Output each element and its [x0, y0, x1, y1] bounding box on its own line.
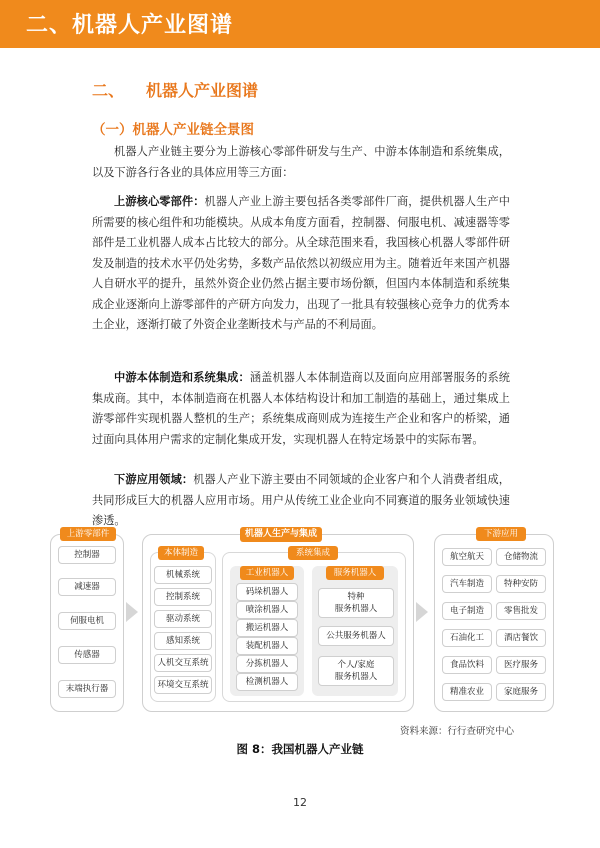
midstream-label: 机器人生产与集成 [240, 527, 322, 542]
subsection-heading: （一）机器人产业链全景图 [92, 122, 254, 138]
service-robot-item: 个人/家庭 服务机器人 [318, 656, 394, 686]
downstream-item: 汽车制造 [442, 575, 492, 593]
section-number: 二、 [92, 81, 125, 100]
upstream-text: 机器人产业上游主要包括各类零部件厂商，提供机器人生产中所需要的核心组件和功能模块。从成本角度方面看，控制器、伺服电机、减速器等零部件是工业机器人成本占比较大的部分。从全球范围来看，我国核心机器人零部件研发及制造的技术水平仍处劣势，多数产品依然以初级应用为主。随着近年来国产机器人自研水平的提升，虽然外资企业仍然占据主要市场份额，但国内本体制造和系统集成企业逐渐向上游零部件的产研方向发力，出现了一批具有较强核心竞争力的优秀本土企业，逐渐打破了外资企业垄断技术与产品的不利局面。 [92, 195, 510, 331]
intro-paragraph: 机器人产业链主要分为上游核心零部件研发与生产、中游本体制造和系统集成，以及下游各行各业的具体应用等三方面： [92, 145, 510, 179]
midstream-text: 涵盖机器人本体制造商以及面向应用部署服务的系统集成商。其中，本体制造商在机器人本体结构设计和加工制造的基础上，通过集成上游零部件实现机器人整机的生产；系统集成商则成为连接生产企业和客户的桥梁，通过面向具体用户需求的定制化集成开发，实现机器人在特定场景中的实际布署。 [92, 371, 510, 446]
arrow-right-icon [416, 602, 428, 622]
downstream-item: 航空航天 [442, 548, 492, 566]
downstream-item: 酒店餐饮 [496, 629, 546, 647]
downstream-item: 石油化工 [442, 629, 492, 647]
body-item: 感知系统 [154, 632, 212, 650]
upstream-item: 控制器 [58, 546, 116, 564]
industrial-robot-label: 工业机器人 [240, 566, 294, 580]
body-manufacturing-label: 本体制造 [158, 546, 204, 560]
section-title: 机器人产业图谱 [146, 81, 259, 100]
downstream-item: 精准农业 [442, 683, 492, 701]
service-robot-label: 服务机器人 [326, 566, 384, 580]
upstream-lead: 上游核心零部件： [114, 195, 205, 208]
body-item: 机械系统 [154, 566, 212, 584]
chapter-title: 二、机器人产业图谱 [26, 13, 234, 38]
industrial-robot-item: 码垛机器人 [236, 583, 298, 601]
downstream-item: 仓储物流 [496, 548, 546, 566]
industry-chain-diagram [50, 522, 555, 717]
industrial-robot-item: 搬运机器人 [236, 619, 298, 637]
page-number: 12 [293, 796, 307, 809]
upstream-item: 末端执行器 [58, 680, 116, 698]
body-item: 人机交互系统 [154, 654, 212, 672]
upstream-item: 伺服电机 [58, 612, 116, 630]
downstream-item: 零售批发 [496, 602, 546, 620]
figure-source: 资料来源：行行查研究中心 [400, 726, 515, 737]
upstream-paragraph [92, 192, 510, 336]
section-heading [92, 78, 258, 101]
chapter-banner [0, 0, 600, 48]
industrial-robot-item: 装配机器人 [236, 637, 298, 655]
downstream-item: 电子制造 [442, 602, 492, 620]
downstream-item: 医疗服务 [496, 656, 546, 674]
service-robot-item: 特种 服务机器人 [318, 588, 394, 618]
industrial-robot-item: 检测机器人 [236, 673, 298, 691]
downstream-lead: 下游应用领域： [114, 473, 194, 486]
system-integration-label: 系统集成 [288, 546, 338, 560]
downstream-label: 下游应用 [476, 527, 526, 541]
service-robot-item: 公共服务机器人 [318, 626, 394, 646]
body-item: 控制系统 [154, 588, 212, 606]
midstream-lead: 中游本体制造和系统集成： [114, 371, 250, 384]
industrial-robot-item: 分拣机器人 [236, 655, 298, 673]
body-item: 驱动系统 [154, 610, 212, 628]
downstream-text: 机器人产业下游主要由不同领域的企业客户和个人消费者组成，共同形成巨大的机器人应用市场。用户从传统工业企业向不同赛道的服务业领域快速渗透。 [92, 473, 510, 527]
midstream-paragraph [92, 368, 510, 450]
figure-caption: 图 8：我国机器人产业链 [236, 742, 364, 756]
downstream-item: 家庭服务 [496, 683, 546, 701]
downstream-item: 特种安防 [496, 575, 546, 593]
industrial-robot-item: 喷涂机器人 [236, 601, 298, 619]
upstream-label: 上游零部件 [60, 527, 116, 541]
upstream-item: 传感器 [58, 646, 116, 664]
body-item: 环境交互系统 [154, 676, 212, 694]
arrow-right-icon [126, 602, 138, 622]
downstream-item: 食品饮料 [442, 656, 492, 674]
upstream-item: 减速器 [58, 578, 116, 596]
